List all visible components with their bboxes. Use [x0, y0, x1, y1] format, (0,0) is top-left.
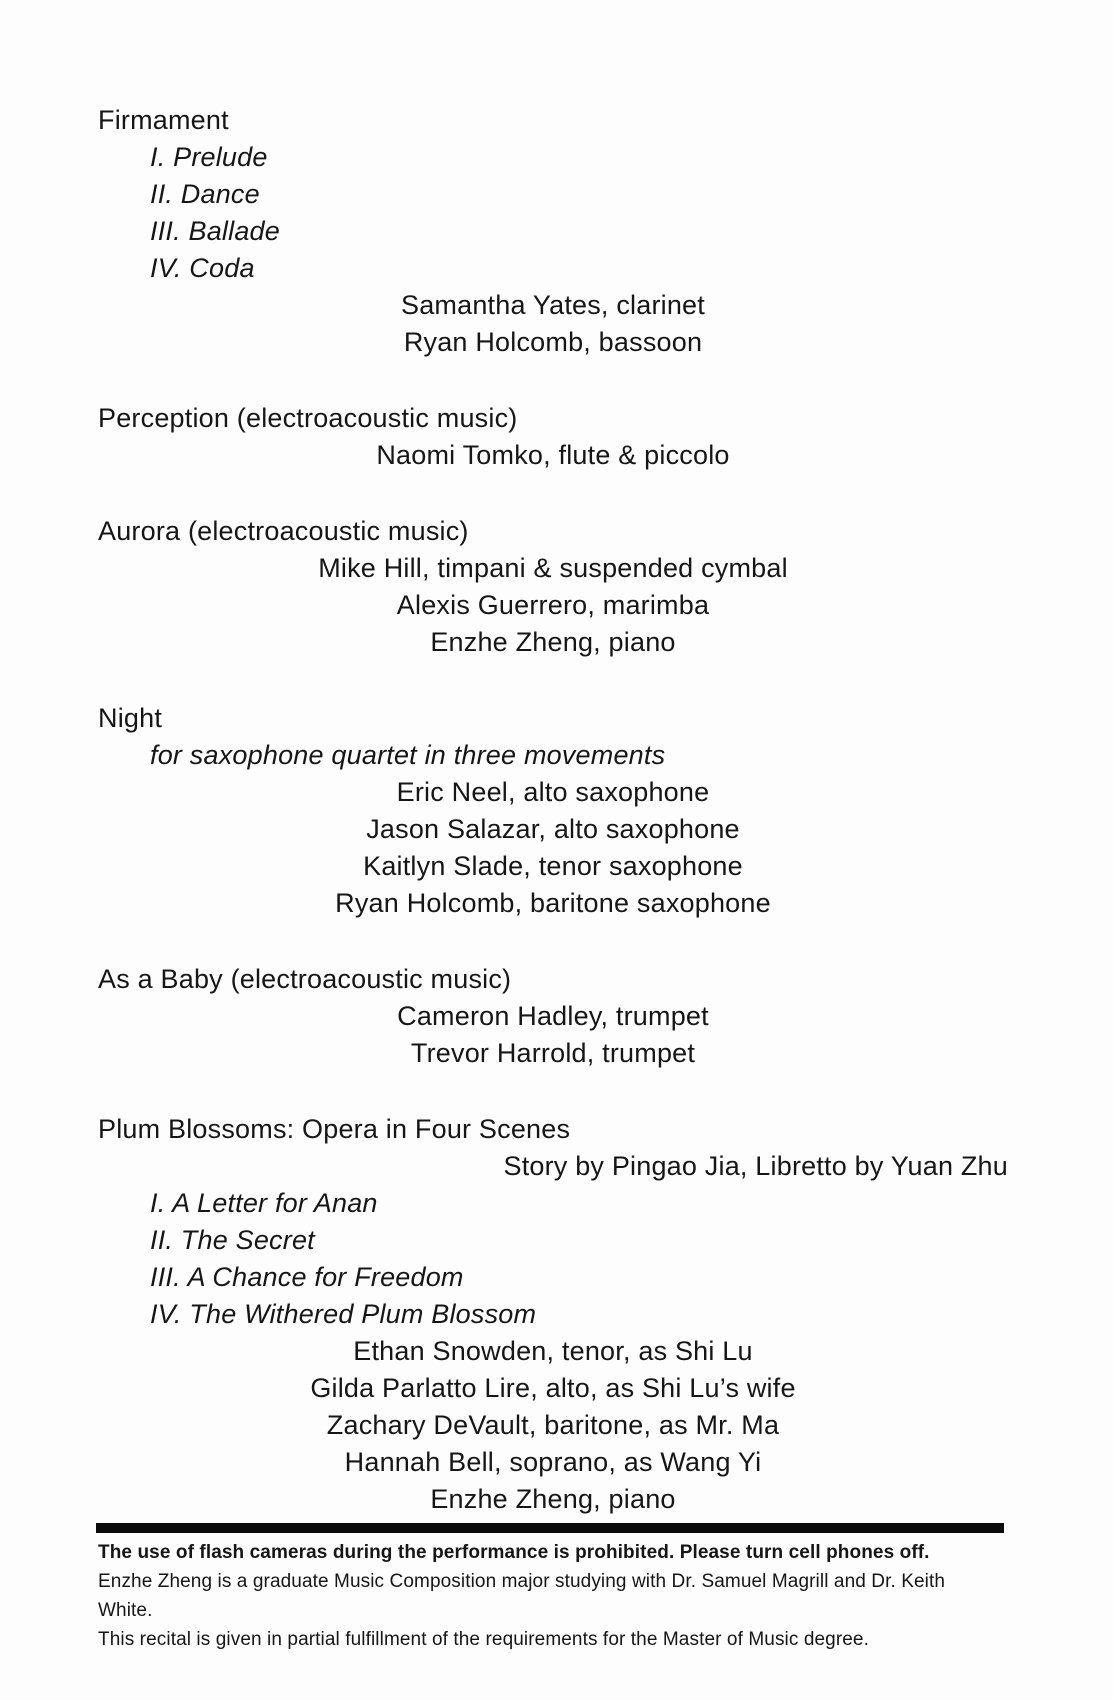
performer-line: Cameron Hadley, trumpet	[397, 1001, 709, 1031]
piece-title: Aurora (electroacoustic music)	[98, 516, 469, 546]
section-as-a-baby	[98, 961, 1008, 1072]
movement-line: II. The Secret	[150, 1225, 315, 1255]
section-night	[98, 700, 1008, 922]
piece-title: Firmament	[98, 105, 229, 135]
performer-line: Eric Neel, alto saxophone	[396, 777, 710, 807]
student-bio-line-2: White.	[98, 1600, 153, 1621]
performer-line: Ethan Snowden, tenor, as Shi Lu	[353, 1336, 753, 1366]
section-firmament	[98, 102, 1008, 361]
piece-subtitle: for saxophone quartet in three movements	[150, 740, 666, 770]
footer-notes	[98, 1538, 1018, 1654]
performer-line: Samantha Yates, clarinet	[401, 290, 705, 320]
performer-line: Jason Salazar, alto saxophone	[366, 814, 740, 844]
movement-line: II. Dance	[150, 179, 260, 209]
performer-line: Trevor Harrold, trumpet	[410, 1038, 696, 1068]
performer-line: Hannah Bell, soprano, as Wang Yi	[344, 1447, 762, 1477]
movement-line: IV. Coda	[150, 253, 255, 283]
performer-line: Zachary DeVault, baritone, as Mr. Ma	[326, 1410, 780, 1440]
performer-line: Gilda Parlatto Lire, alto, as Shi Lu’s wife	[310, 1373, 796, 1403]
movement-line: IV. The Withered Plum Blossom	[150, 1299, 537, 1329]
section-plum-blossoms	[98, 1111, 1008, 1518]
flash-camera-notice: The use of flash cameras during the performance is prohibited. Please turn cell phones off.	[98, 1542, 930, 1563]
movement-line: III. A Chance for Freedom	[150, 1262, 464, 1292]
performer-line: Naomi Tomko, flute & piccolo	[376, 440, 730, 470]
piece-title: Night	[98, 703, 163, 733]
performer-line: Mike Hill, timpani & suspended cymbal	[318, 553, 788, 583]
performer-line: Enzhe Zheng, piano	[430, 1484, 676, 1514]
movement-line: I. A Letter for Anan	[150, 1188, 378, 1218]
piece-title: Plum Blossoms: Opera in Four Scenes	[98, 1114, 571, 1144]
piece-title: As a Baby (electroacoustic music)	[98, 964, 512, 994]
performer-line: Enzhe Zheng, piano	[430, 627, 676, 657]
performer-line: Ryan Holcomb, bassoon	[403, 327, 703, 357]
section-perception	[98, 400, 1008, 474]
performer-line: Ryan Holcomb, baritone saxophone	[335, 888, 771, 918]
credit-line: Story by Pingao Jia, Libretto by Yuan Zhu	[503, 1151, 1008, 1181]
performer-line: Alexis Guerrero, marimba	[396, 590, 710, 620]
section-aurora	[98, 513, 1008, 661]
movement-line: I. Prelude	[150, 142, 268, 172]
performer-line: Kaitlyn Slade, tenor saxophone	[363, 851, 743, 881]
program-body	[98, 102, 1008, 1518]
divider-rule	[96, 1523, 1004, 1533]
movement-line: III. Ballade	[150, 216, 280, 246]
student-bio-line-1: Enzhe Zheng is a graduate Music Composition major studying with Dr. Samuel Magrill and Dr. Keith	[98, 1571, 946, 1592]
degree-fulfillment-note: This recital is given in partial fulfillment of the requirements for the Master of Music degree.	[98, 1629, 869, 1650]
piece-title: Perception (electroacoustic music)	[98, 403, 518, 433]
